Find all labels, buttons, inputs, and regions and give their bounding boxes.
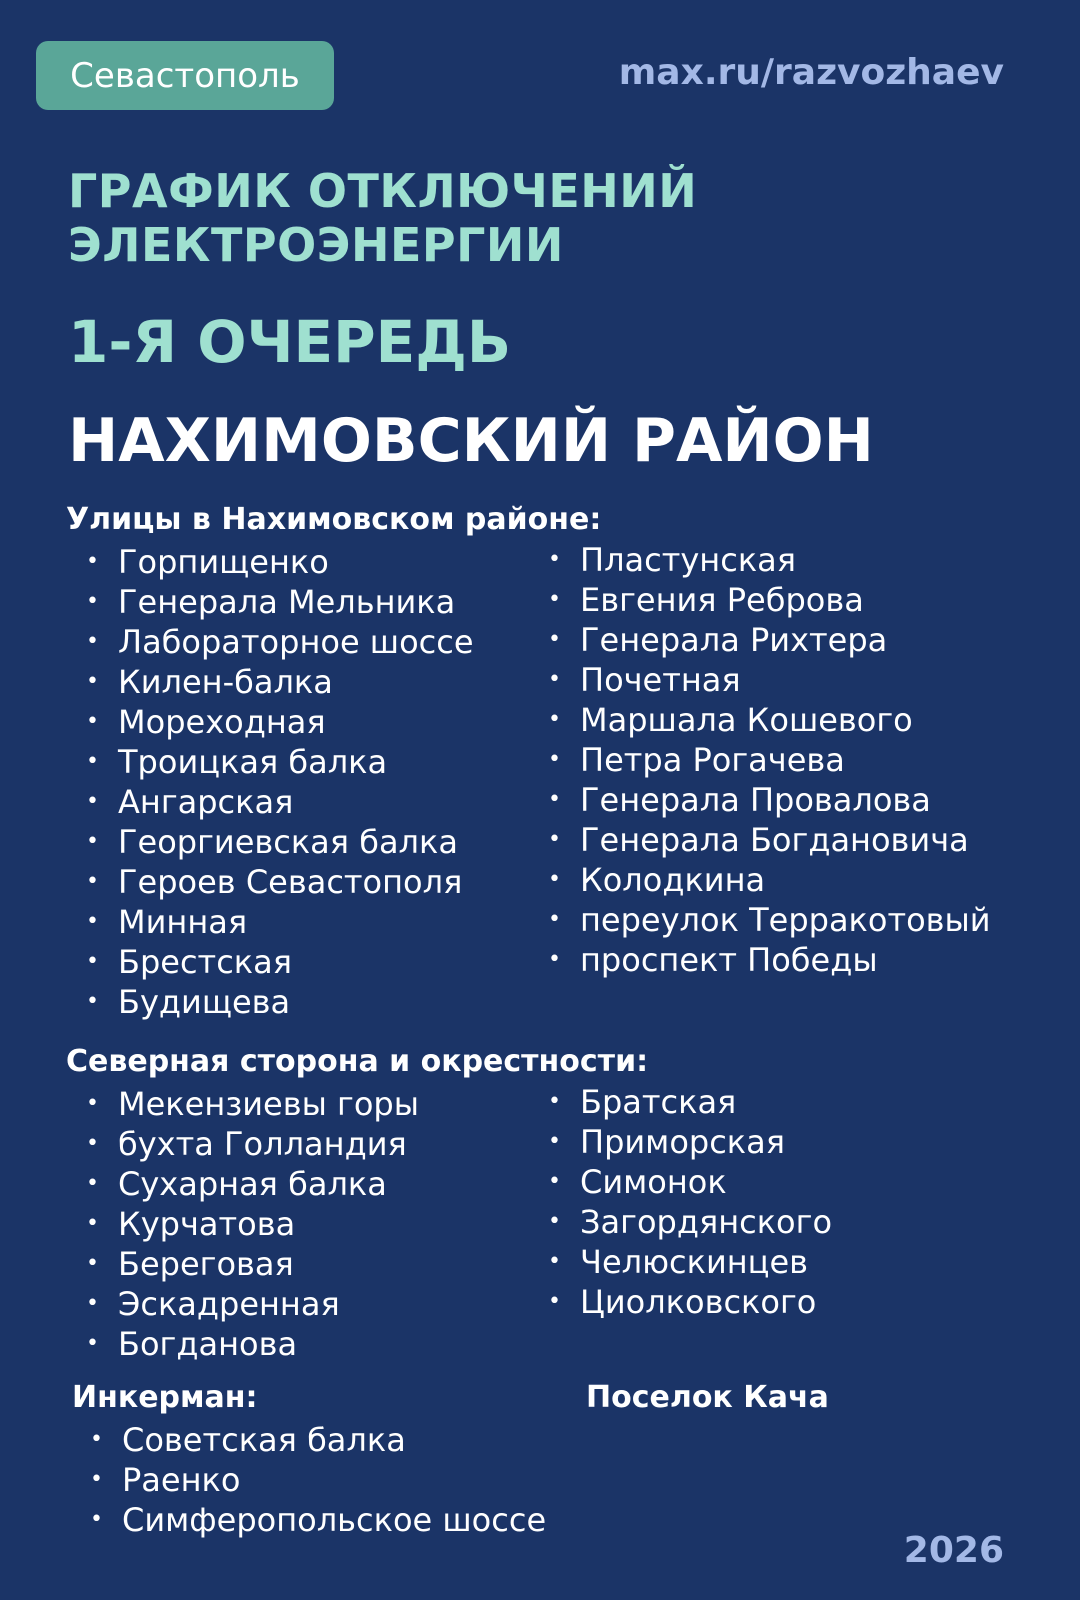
street-item: • Ангарская (86, 782, 474, 822)
street-item: • Сухарная балка (86, 1164, 419, 1204)
street-item: • Горпищенко (86, 542, 474, 582)
main-streets-right (548, 540, 991, 980)
street-item: • Троицкая балка (86, 742, 474, 782)
street-item: • Мореходная (86, 702, 474, 742)
section-heading-inkerman: Инкерман: (72, 1380, 258, 1415)
queue-label: 1-Я ОЧЕРЕДЬ (68, 308, 512, 376)
section-heading-main: Улицы в Нахимовском районе: (66, 502, 602, 537)
street-item: • Советская балка (90, 1420, 546, 1460)
channel-link[interactable]: max.ru/razvozhaev (618, 52, 1004, 93)
street-item: • Генерала Богдановича (548, 820, 991, 860)
city-badge: Севастополь (36, 41, 334, 110)
street-item: • Генерала Рихтера (548, 620, 991, 660)
street-item: • Колодкина (548, 860, 991, 900)
street-item: • бухта Голландия (86, 1124, 419, 1164)
street-item: • Раенко (90, 1460, 546, 1500)
street-item: • Петра Рогачева (548, 740, 991, 780)
street-item: • Курчатова (86, 1204, 419, 1244)
street-item: • Генерала Мельника (86, 582, 474, 622)
year-label: 2026 (903, 1530, 1004, 1571)
street-item: • Загордянского (548, 1202, 832, 1242)
street-item: • Приморская (548, 1122, 832, 1162)
title-line-1: ГРАФИК ОТКЛЮЧЕНИЙ (68, 164, 698, 218)
title-line-2: ЭЛЕКТРОЭНЕРГИИ (68, 218, 564, 272)
north-streets-right (548, 1082, 832, 1322)
north-streets-left (86, 1084, 419, 1364)
street-item: • Килен-балка (86, 662, 474, 702)
street-item: • Эскадренная (86, 1284, 419, 1324)
street-item: • Береговая (86, 1244, 419, 1284)
street-item: • Евгения Реброва (548, 580, 991, 620)
street-item: • Почетная (548, 660, 991, 700)
section-heading-kacha: Поселок Кача (586, 1380, 829, 1415)
street-item: • Симонок (548, 1162, 832, 1202)
street-item: • Пластунская (548, 540, 991, 580)
street-item: • Генерала Провалова (548, 780, 991, 820)
street-item: • Циолковского (548, 1282, 832, 1322)
street-item: • Челюскинцев (548, 1242, 832, 1282)
street-item: • Мекензиевы горы (86, 1084, 419, 1124)
district-title: НАХИМОВСКИЙ РАЙОН (68, 406, 874, 476)
street-item: • Георгиевская балка (86, 822, 474, 862)
inkerman-streets (90, 1420, 546, 1540)
street-item: • Будищева (86, 982, 474, 1022)
street-item: • Героев Севастополя (86, 862, 474, 902)
street-item: • Брестская (86, 942, 474, 982)
street-item: • проспект Победы (548, 940, 991, 980)
street-item: • переулок Терракотовый (548, 900, 991, 940)
street-item: • Маршала Кошевого (548, 700, 991, 740)
page-title (68, 164, 697, 272)
street-item: • Симферопольское шоссе (90, 1500, 546, 1540)
section-heading-north: Северная сторона и окрестности: (66, 1044, 649, 1079)
main-streets-left (86, 542, 474, 1022)
street-item: • Лабораторное шоссе (86, 622, 474, 662)
street-item: • Минная (86, 902, 474, 942)
street-item: • Братская (548, 1082, 832, 1122)
street-item: • Богданова (86, 1324, 419, 1364)
